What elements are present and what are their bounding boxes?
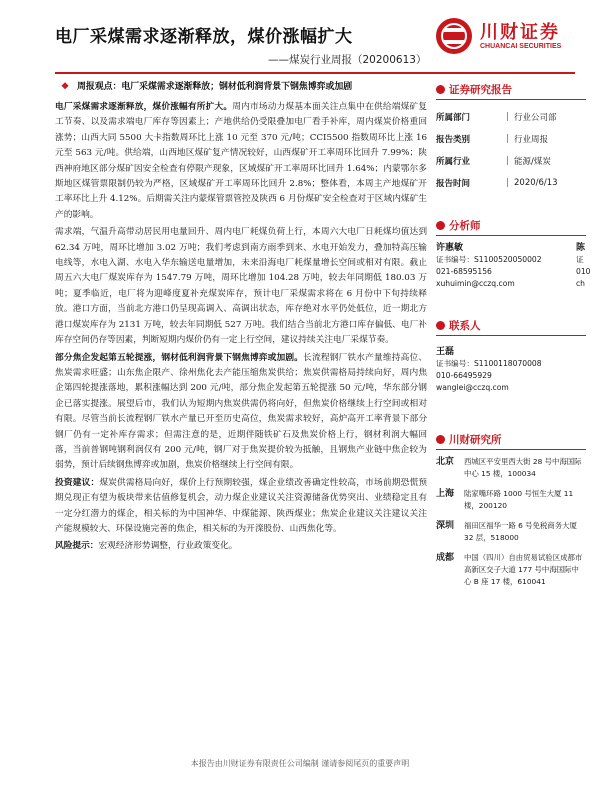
paragraph-risk bbox=[55, 539, 427, 554]
sidebar bbox=[436, 80, 591, 596]
contact-cert: 证书编号：S1100118070008 bbox=[436, 359, 542, 368]
paragraph-body: 煤炭供需格局向好，煤价上行预期较强，煤企业绩改善确定性较高，市场前期恐慌预期兑现正有望为板块带来估值修复机会，动力煤企业建议关注资源储备优势突出、业绩稳定且有一定分红潜力的煤企，相关标的为中国神华、中煤能源、陕西煤业；焦炭企业建议关注建议关注产能规模较大、环保设施完善的焦企，相关标的为开滦股份、山西焦化等。 bbox=[55, 477, 428, 534]
paragraph-body: 宏观经济形势调整，行业政策变化。 bbox=[98, 541, 238, 552]
analyst-cert: 证书编号：S1100520050002 bbox=[436, 255, 542, 264]
info-row: 报告类别 | 行业周报 bbox=[436, 134, 549, 145]
logo-name-en: CHUANCAI SECURITIES bbox=[480, 43, 562, 50]
office-item: 上海 陆家嘴环路 1000 号恒生大厦 11 楼，200120 bbox=[436, 489, 574, 510]
info-row: 所属行业 | 能源/煤炭 bbox=[436, 156, 551, 167]
paragraph-body: 长流程钢厂铁水产量维持高位、焦炭需求旺盛；山东焦企限产、徐州焦化去产能压缩焦炭供给；焦炭供需格局持续向好，周内焦企第四轮提涨落地，累积涨幅达到 200 元/吨，部分焦企发起第五轮提涨 50 元/吨，华东部分钢企已落实提涨。展望后市，我们认为短期内焦炭供需仍将向好，但焦炭价格继续上行空间或相对有限。尽管当前长流程钢厂铁水产量已开至历史高位，焦炭需求较好，高炉高开工率背景下部分钢厂仍有一定补库存需求；但需注意的是，近期伴随铁矿石及焦炭价格上行，钢材利润大幅回落，当前普钢吨钢利润仅有 200 元/吨，钢厂对于焦炭提价较为抵触，且钢焦产业链中焦企较为弱势，预计后续钢焦博弈或加剧，焦炭价格继续上行空间有限。 bbox=[55, 352, 428, 471]
section-bullet-icon bbox=[436, 321, 445, 330]
office-item: 深圳 福田区福华一路 6 号免税商务大厦 32 层，518000 bbox=[436, 521, 577, 542]
paragraph-lead: 电厂采煤需求逐渐释放，煤价涨幅有所扩大。 bbox=[55, 102, 233, 112]
paragraph-body: 周内市场动力煤基本面关注点集中在供给端煤矿复工节奏、以及需求端电厂库存等因素上；产地供给仍受限叠加电厂看手补库，周内煤炭价格重回涨势；山西大同 5500 大卡指数周环比上涨 10 元至 370 元/吨；CCI5500 指数周环比上涨 16 元至 563 元/吨。供给端，山西地区煤矿复产情况较好，山西煤矿开工率周环比回升 7.99%；陕西神府地区部分煤矿因安全检查有停限产现象，区域煤矿开工率周环比回升 1.64%；内蒙鄂尔多斯地区煤管票限制仍较为严格，区域煤矿开工率周环比回升 2.8%；整体看，本周主产地煤矿开工率环比上升 4.12%。后期需关注内蒙煤管票管控及陕西 6 月份煤矿安全检查对于区域内煤矿生产的影响。 bbox=[55, 102, 428, 220]
info-row: 所属部门 | 行业公司部 bbox=[436, 112, 557, 123]
paragraph-lead: 风险提示： bbox=[55, 541, 99, 552]
contact-name: 王磊 bbox=[436, 347, 455, 357]
office-item: 成都 中国（四川）自由贸易试验区成都市高新区交子大道 177 号中海国际中心 B 座 17 楼，610041 bbox=[436, 553, 583, 586]
contact-card bbox=[436, 346, 586, 394]
paragraph-demand bbox=[55, 225, 427, 348]
paragraph-lead: 部分焦企发起第五轮提涨，钢材低利润背景下钢焦博弈或加剧。 bbox=[55, 352, 304, 363]
logo-name-cn: 川财证券 bbox=[480, 22, 560, 43]
section-bullet-icon bbox=[436, 435, 445, 444]
brand-logo bbox=[436, 16, 576, 60]
section-bullet-icon bbox=[436, 85, 445, 94]
header-divider bbox=[55, 72, 575, 74]
report-title: 电厂采煤需求逐渐释放，煤价涨幅扩大 bbox=[55, 27, 353, 47]
summary-text: 周报观点：电厂采煤需求逐渐释放；钢材低利润背景下钢焦博弈或加剧 bbox=[77, 82, 353, 92]
info-row: 报告时间 | 2020/6/13 bbox=[436, 178, 558, 189]
institute-heading: 川财研究所 bbox=[436, 430, 586, 450]
analyst-2-phone: 010 bbox=[576, 267, 591, 276]
main-content bbox=[55, 80, 427, 557]
analyst-2-cert: 证 bbox=[576, 255, 584, 264]
analyst-card bbox=[436, 242, 591, 290]
analyst-email: xuhuimin@cczq.com bbox=[436, 279, 515, 288]
contact-email: wanglei@cczq.com bbox=[436, 383, 509, 392]
analyst-name: 许惠敏 bbox=[436, 243, 464, 253]
contact-heading: 联系人 bbox=[436, 316, 586, 336]
paragraph-lead: 投资建议： bbox=[55, 477, 100, 488]
analyst-phone: 021-68595156 bbox=[436, 267, 492, 276]
page-footer: 本报告由川财证券有限责任公司编制 谨请参阅尾页的重要声明 bbox=[190, 759, 410, 768]
section-bullet-icon bbox=[436, 221, 445, 230]
paragraph-body: 需求端，气温升高带动居民用电量回升、周内电厂耗煤负荷上行，本周六大电厂日耗煤均值达到 62.34 万吨，周环比增加 3.02 万吨；我们考虑到南方雨季到来、水电开始发力，叠加特高压输电线等，水电入湖、水电入华东输送电量增加，未来沿海电厂耗煤量增长空间或相对有限。截止周五六大电厂煤炭库存为 1547.79 万吨，周环比增加 104.28 万吨，较去年同期低 180.03 万吨；夏季临近，电厂将为迎峰度夏补充煤炭库存，预计电厂采煤需求将在 6 月份中下旬持续释放。港口方面，当前北方港口仍呈现高调入、高调出状态，库存绝对水平仍处低位，近一期北方港口煤炭库存为 2131 万吨，较去年同期低 527 万吨。我们结合当前北方港口库存偏低、电厂补库存空间仍存等因素，判断短期内煤价仍有一定上行空间，建议持续关注电厂采煤节奏。 bbox=[55, 227, 427, 346]
office-item: 北京 西城区平安里西大街 28 号中海国际中心 15 楼，100034 bbox=[436, 457, 582, 478]
contact-phone: 010-66495929 bbox=[436, 371, 492, 380]
analyst-2-email: ch bbox=[576, 279, 585, 288]
analyst-heading: 分析师 bbox=[436, 216, 586, 236]
summary-line bbox=[55, 80, 427, 96]
research-report-heading: 证券研究报告 bbox=[436, 80, 586, 100]
paragraph-coke bbox=[55, 351, 427, 474]
analyst-2-name: 陈 bbox=[576, 243, 586, 253]
paragraph-investment bbox=[55, 476, 427, 538]
logo-emblem-icon bbox=[436, 18, 472, 54]
report-subtitle: ——煤炭行业周报（20200613） bbox=[268, 54, 427, 66]
arrow-icon: ❖ bbox=[61, 82, 70, 92]
paragraph-supply bbox=[55, 100, 427, 223]
